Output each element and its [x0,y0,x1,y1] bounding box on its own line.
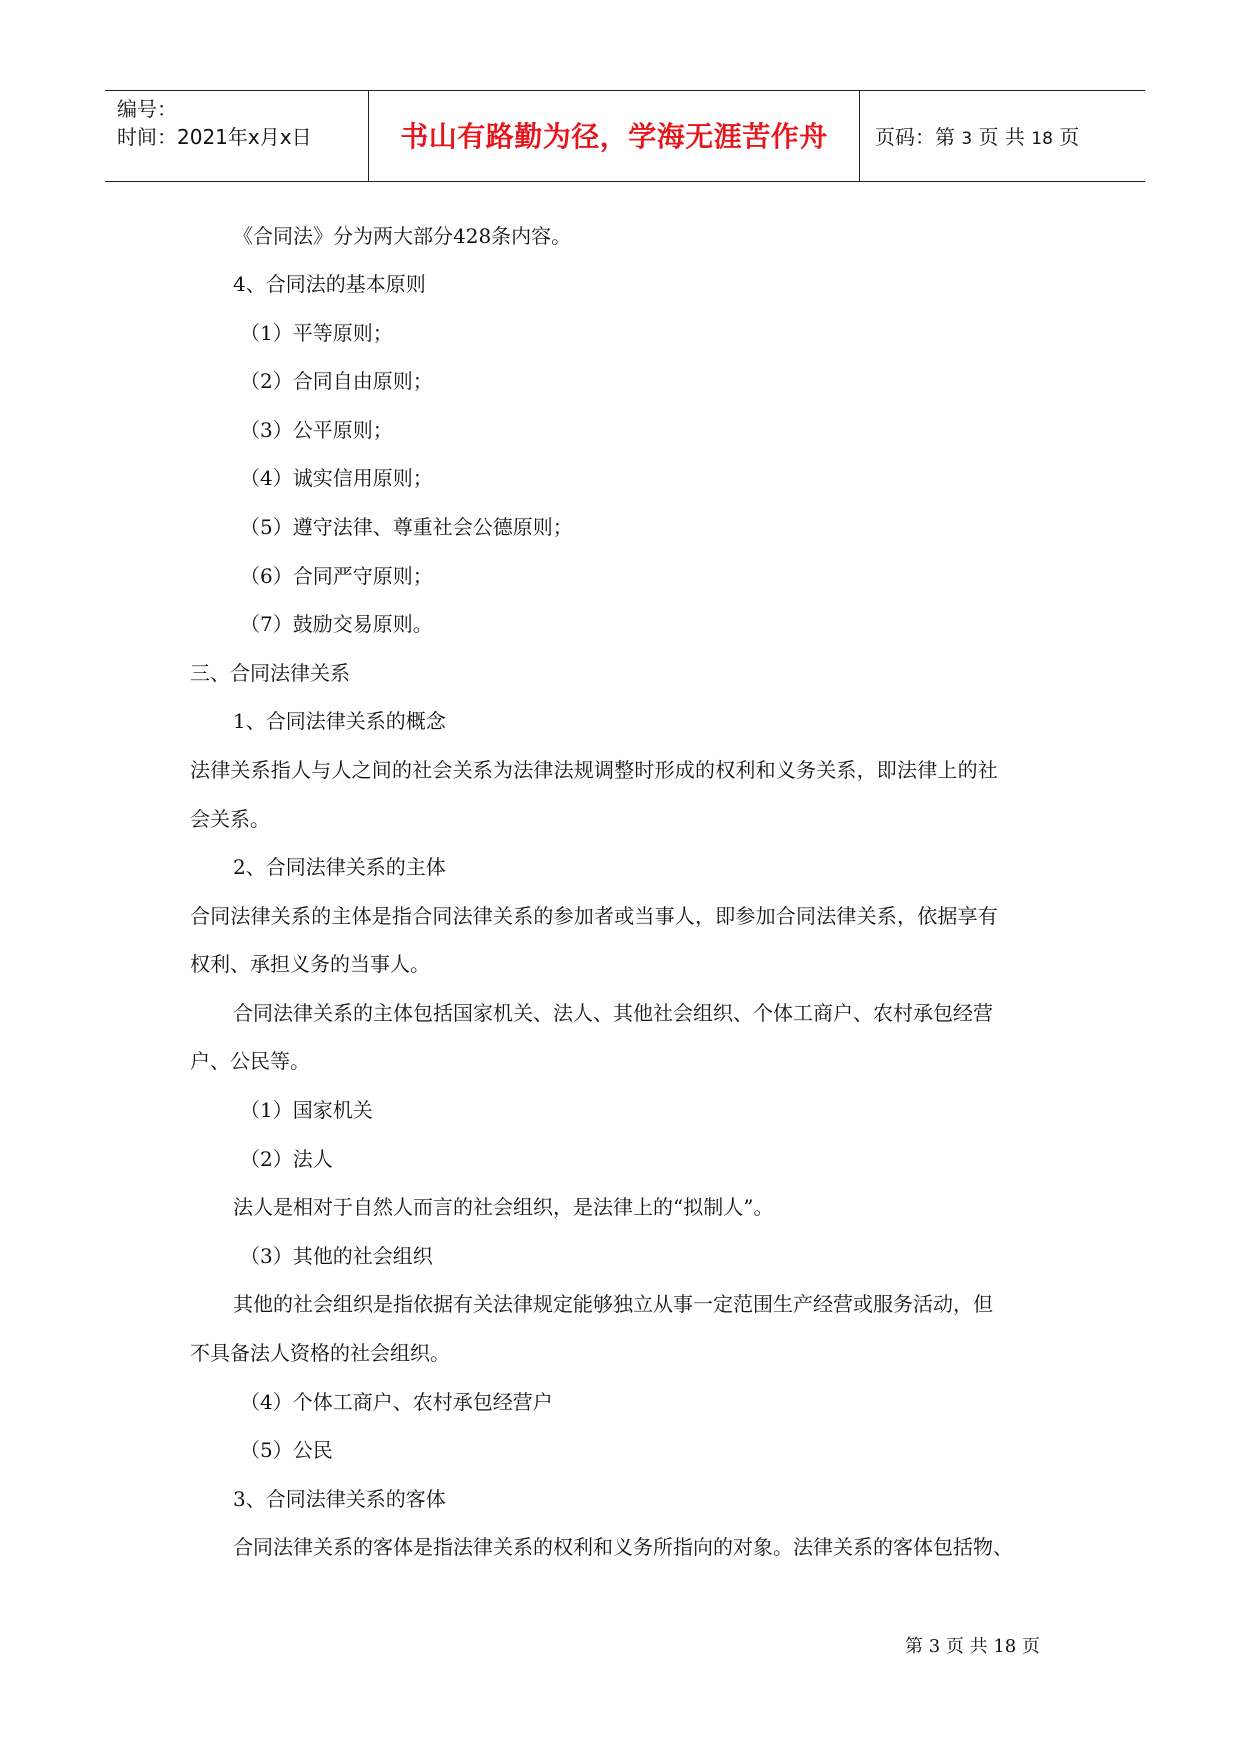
page-suffix: 页 [1059,125,1080,149]
list-item: （4）个体工商户、农村承包经营户 [240,1390,553,1414]
body-line: 合同法律关系的客体是指法律关系的权利和义务所指向的对象。法律关系的客体包括物、 [233,1535,1013,1559]
list-item: （2）合同自由原则； [240,369,433,393]
list-item: （6）合同严守原则； [240,564,433,588]
header-divider-left [368,91,369,181]
list-item: （4）诚实信用原则； [240,466,433,490]
page-total: 18 [1031,129,1053,149]
body-line: 其他的社会组织是指依据有关法律规定能够独立从事一定范围生产经营或服务活动，但 [233,1292,993,1316]
body-line: 法律关系指人与人之间的社会关系为法律法规调整时形成的权利和义务关系，即法律上的社 [190,758,998,782]
body-line: 户、公民等。 [190,1049,310,1073]
body-line: 会关系。 [190,807,270,831]
body-line: 法人是相对于自然人而言的社会组织，是法律上的“拟制人”。 [233,1195,774,1219]
body-line: 不具备法人资格的社会组织。 [190,1341,450,1365]
list-item: （5）遵守法律、尊重社会公德原则； [240,515,573,539]
body-line: 《合同法》分为两大部分428条内容。 [233,224,572,248]
number-label: 编号： [117,97,177,121]
section-heading: 2、合同法律关系的主体 [233,855,446,879]
header-page-info [875,121,1079,150]
list-item: （1）国家机关 [240,1098,373,1122]
section-heading: 4、合同法的基本原则 [233,272,426,296]
list-item: （3）公平原则； [240,418,393,442]
page-number: 3 [961,129,973,149]
list-item: （2）法人 [240,1147,333,1171]
header-motto: 书山有路勤为径，学海无涯苦作舟 [400,120,828,153]
header-divider-right [859,91,860,181]
list-item: （3）其他的社会组织 [240,1244,433,1268]
section-heading: 3、合同法律关系的客体 [233,1487,446,1511]
list-item: （1）平等原则； [240,321,393,345]
list-item: （5）公民 [240,1438,333,1462]
page-header [105,90,1145,182]
page-footer: 第 3 页 共 18 页 [905,1636,1040,1657]
page-mid: 页 共 [978,125,1025,149]
body-line: 合同法律关系的主体是指合同法律关系的参加者或当事人，即参加合同法律关系，依据享有 [190,904,998,928]
body-line: 权利、承担义务的当事人。 [190,952,430,976]
chapter-heading: 三、合同法律关系 [190,661,350,685]
time-label: 时间：2021年x月x日 [117,125,312,149]
page-prefix: 页码：第 [875,125,955,149]
list-item: （7）鼓励交易原则。 [240,612,433,636]
header-meta [117,95,312,151]
section-heading: 1、合同法律关系的概念 [233,709,446,733]
body-line: 合同法律关系的主体包括国家机关、法人、其他社会组织、个体工商户、农村承包经营 [233,1001,993,1025]
